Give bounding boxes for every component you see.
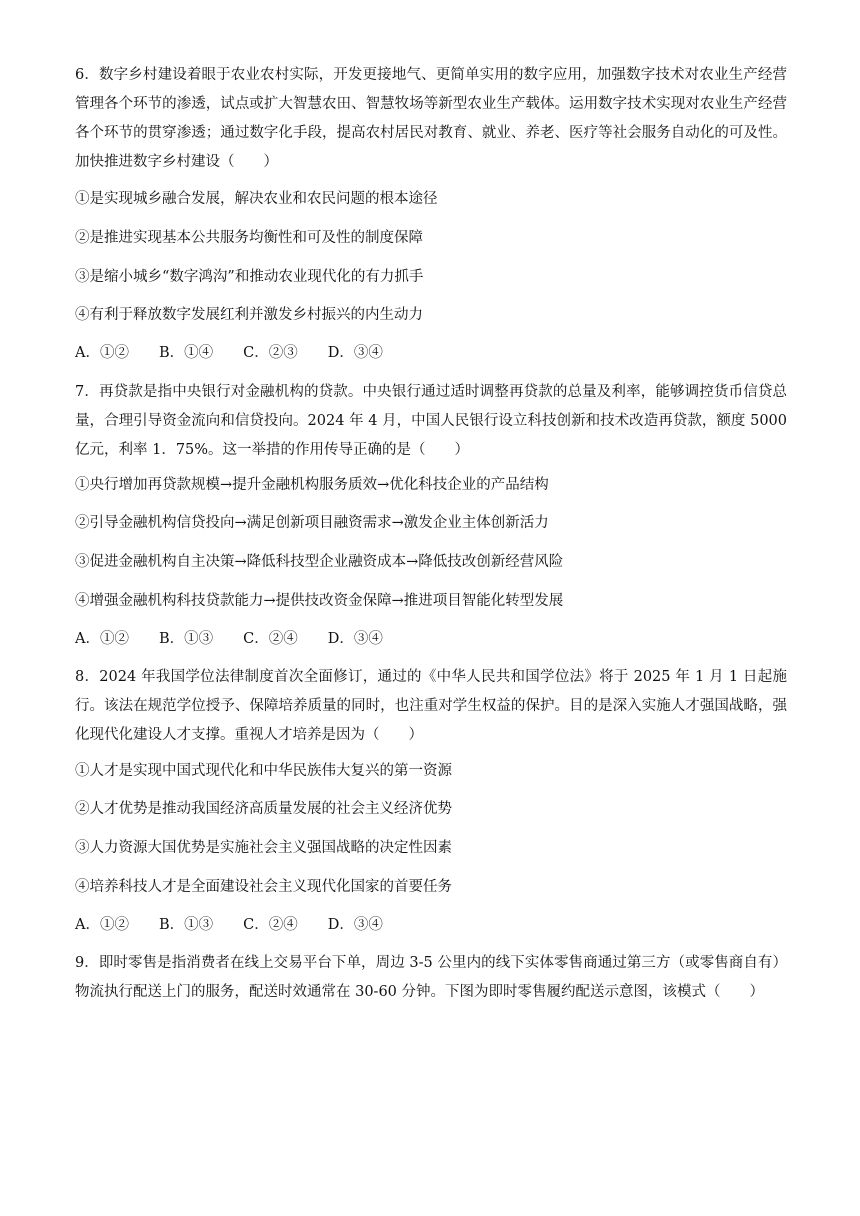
choice-c: C．②④ xyxy=(243,917,298,933)
question-7-choices xyxy=(75,627,383,651)
question-8-stem: 8．2024 年我国学位法律制度首次全面修订，通过的《中华人民共和国学位法》将于 2025 年 1 月 1 日起施行。该法在规范学位授予、保障培养质量的同时，也注重对学生权益的保护。目的是深入实施人才强国战略，强化现代化建设人才支撑。重视人才培养是因为（ ） xyxy=(75,669,787,743)
question-8-option-1: ①人才是实现中国式现代化和中华民族伟大复兴的第一资源 xyxy=(75,763,452,779)
question-6-option-2: ②是推进实现基本公共服务均衡性和可及性的制度保障 xyxy=(75,230,423,246)
choice-c: C．②③ xyxy=(243,345,298,361)
question-8-option-2: ②人才优势是推动我国经济高质量发展的社会主义经济优势 xyxy=(75,801,452,817)
question-7-stem: 7．再贷款是指中央银行对金融机构的贷款。中央银行通过适时调整再贷款的总量及利率，能够调控货币信贷总量，合理引导资金流向和信贷投向。2024 年 4 月，中国人民银行设立科技创新和技术改造再贷款，额度 5000 亿元，利率 1．75%。这一举措的作用传导正确的是（ ） xyxy=(75,384,787,458)
question-7-option-2: ②引导金融机构信贷投向→满足创新项目融资需求→激发企业主体创新活力 xyxy=(75,515,549,531)
question-7-option-3: ③促进金融机构自主决策→降低科技型企业融资成本→降低技改创新经营风险 xyxy=(75,554,564,570)
choice-b: B．①③ xyxy=(158,917,214,933)
choice-b: B．①③ xyxy=(158,631,214,647)
question-6-stem: 6．数字乡村建设着眼于农业农村实际，开发更接地气、更简单实用的数字应用，加强数字技术对农业生产经营管理各个环节的渗透，试点或扩大智慧农田、智慧牧场等新型农业生产载体。运用数字技术实现对农业生产经营各个环节的贯穿渗透；通过数字化手段，提高农村居民对教育、就业、养老、医疗等社会服务自动化的可及性。加快推进数字乡村建设（ ） xyxy=(75,67,787,170)
choice-c: C．②④ xyxy=(243,631,298,647)
choice-d: D．③④ xyxy=(327,345,383,361)
question-9-stem: 9．即时零售是指消费者在线上交易平台下单，周边 3-5 公里内的线下实体零售商通过第三方（或零售商自有）物流执行配送上门的服务，配送时效通常在 30-60 分钟。下图为即时零售履约配送示意图，该模式（ ） xyxy=(75,955,787,1000)
question-8-option-4: ④培养科技人才是全面建设社会主义现代化国家的首要任务 xyxy=(75,879,452,895)
question-6-choices xyxy=(75,341,383,365)
question-8-option-3: ③人力资源大国优势是实施社会主义强国战略的决定性因素 xyxy=(75,840,452,856)
question-7-option-4: ④增强金融机构科技贷款能力→提供技改资金保障→推进项目智能化转型发展 xyxy=(75,593,564,609)
choice-b: B．①④ xyxy=(158,345,214,361)
question-6-option-4: ④有利于释放数字发展红利并激发乡村振兴的内生动力 xyxy=(75,307,423,323)
choice-a: A．①② xyxy=(75,345,129,361)
question-6-option-1: ①是实现城乡融合发展，解决农业和农民问题的根本途径 xyxy=(75,191,438,207)
choice-d: D．③④ xyxy=(327,917,383,933)
choice-a: A．①② xyxy=(75,917,129,933)
choice-d: D．③④ xyxy=(327,631,383,647)
question-8-choices xyxy=(75,913,383,937)
choice-a: A．①② xyxy=(75,631,129,647)
question-6-option-3: ③是缩小城乡“数字鸿沟”和推动农业现代化的有力抓手 xyxy=(75,269,424,285)
question-7-option-1: ①央行增加再贷款规模→提升金融机构服务质效→优化科技企业的产品结构 xyxy=(75,477,549,493)
